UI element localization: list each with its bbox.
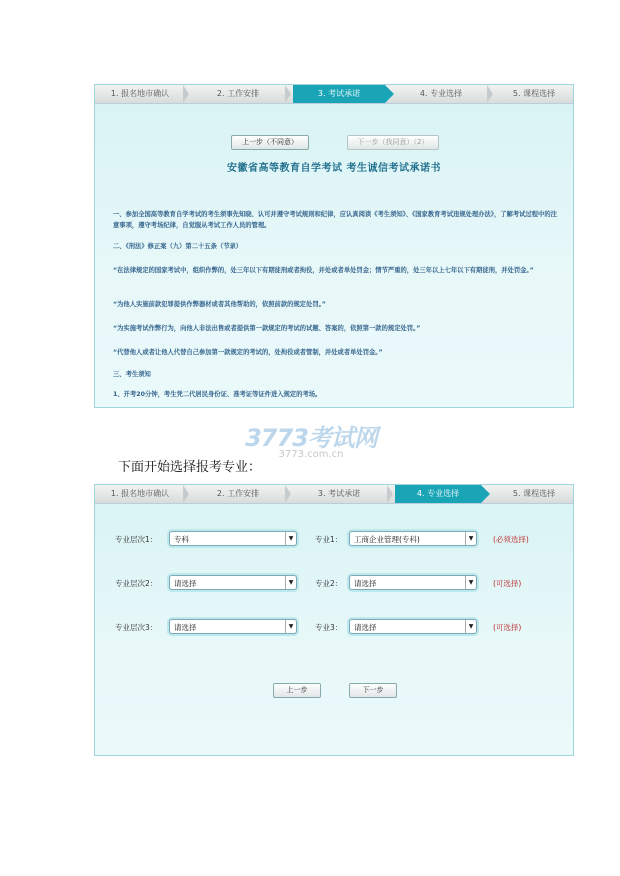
- paragraph-2: 二、《刑法》修正案（九）第二十五条（节录）: [113, 243, 243, 250]
- chevron-down-icon[interactable]: ▼: [465, 620, 476, 633]
- step-4[interactable]: 4. 专业选择: [419, 89, 463, 98]
- step-separator: [487, 85, 493, 103]
- step-4-label: 4. 专业选择: [416, 489, 460, 498]
- step-5[interactable]: 5. 课程选择: [512, 489, 556, 498]
- step-3-active[interactable]: [293, 85, 385, 103]
- major-selection-panel: [94, 484, 574, 756]
- major-3-value: 请选择: [354, 623, 377, 632]
- step-2[interactable]: 2. 工作安排: [216, 89, 260, 98]
- step-separator: [285, 85, 291, 103]
- level-1-label: 专业层次1：: [115, 535, 158, 544]
- step-1[interactable]: 1. 报名地市确认: [110, 489, 170, 498]
- step-bar: [95, 485, 573, 504]
- paragraph-7: 三、考生须知: [113, 371, 151, 378]
- paragraph-3: “在法律规定的国家考试中，组织作弊的，处三年以下有期徒刑或者拘役，并处或者单处罚金；情节严重的，处三年以上七年以下有期徒刑，并处罚金。”: [113, 267, 534, 274]
- step-separator: [285, 485, 291, 503]
- step-arrow: [481, 485, 490, 503]
- watermark-sub: 3773.com.cn: [278, 449, 344, 460]
- paragraph-6: “代替他人或者让他人代替自己参加第一款规定的考试的，处拘役或者管制，并处或者单处罚金。”: [113, 349, 383, 356]
- major-1-select[interactable]: [349, 531, 477, 546]
- level-2-select[interactable]: [169, 575, 297, 590]
- step-4-active[interactable]: [395, 485, 481, 503]
- level-1-value: 专科: [174, 535, 189, 544]
- commitment-panel: [94, 84, 574, 408]
- chevron-down-icon[interactable]: ▼: [285, 532, 296, 545]
- step-arrow: [385, 85, 394, 103]
- paragraph-4: “为他人实施前款犯罪提供作弊器材或者其他帮助的，依照前款的规定处罚。”: [113, 301, 326, 308]
- major-2-select[interactable]: [349, 575, 477, 590]
- major-3-select[interactable]: [349, 619, 477, 634]
- step-3[interactable]: 3. 考试承诺: [317, 489, 361, 498]
- major-3-label: 专业3：: [315, 623, 343, 632]
- page-title: 安徽省高等教育自学考试 考生诚信考试承诺书: [227, 163, 441, 174]
- major-1-value: 工商企业管理(专科): [354, 535, 420, 544]
- step-separator: [387, 485, 393, 503]
- watermark-logo: [236, 418, 386, 460]
- step-1[interactable]: 1. 报名地市确认: [110, 89, 170, 98]
- major-2-value: 请选择: [354, 579, 377, 588]
- chevron-down-icon[interactable]: ▼: [285, 576, 296, 589]
- next-agree-button[interactable]: 下一步（我同意）（2）: [347, 135, 439, 150]
- level-1-select[interactable]: [169, 531, 297, 546]
- watermark-main: 3773考试网: [245, 424, 377, 452]
- paragraph-8: 1、开考20分钟，考生凭二代居民身份证、准考证等证件进入规定的考场。: [113, 391, 322, 398]
- level-2-label: 专业层次2：: [115, 579, 158, 588]
- level-3-label: 专业层次3：: [115, 623, 158, 632]
- level-3-select[interactable]: [169, 619, 297, 634]
- chevron-down-icon[interactable]: ▼: [285, 620, 296, 633]
- paragraph-1: 一、参加全国高等教育自学考试的考生须事先知晓、认可并遵守考试规则和纪律，应认真阅读《考生须知》、《国家教育考试违规处理办法》，了解考试过程中的注意事项，遵守考场纪律，自觉服从考试工作人员的管理。: [113, 211, 557, 229]
- step-separator: [183, 85, 189, 103]
- required-note: (必须选择): [493, 535, 529, 544]
- prev-disagree-button[interactable]: 上一步（不同意）: [231, 135, 309, 150]
- prev-button[interactable]: 上一步: [273, 683, 321, 698]
- step-separator: [183, 485, 189, 503]
- paragraph-5: “为实施考试作弊行为，向他人非法出售或者提供第一款规定的考试的试题、答案的，依照第一款的规定处罚。”: [113, 325, 421, 332]
- section-caption: 下面开始选择报考专业：: [118, 460, 262, 475]
- next-button[interactable]: 下一步: [349, 683, 397, 698]
- chevron-down-icon[interactable]: ▼: [465, 576, 476, 589]
- major-2-label: 专业2：: [315, 579, 343, 588]
- optional-note: (可选择): [493, 623, 522, 632]
- chevron-down-icon[interactable]: ▼: [465, 532, 476, 545]
- step-3-label: 3. 考试承诺: [317, 89, 361, 98]
- step-bar: [95, 85, 573, 104]
- major-1-label: 专业1：: [315, 535, 343, 544]
- level-3-value: 请选择: [174, 623, 197, 632]
- level-2-value: 请选择: [174, 579, 197, 588]
- optional-note: (可选择): [493, 579, 522, 588]
- step-2[interactable]: 2. 工作安排: [216, 489, 260, 498]
- step-5[interactable]: 5. 课程选择: [512, 89, 556, 98]
